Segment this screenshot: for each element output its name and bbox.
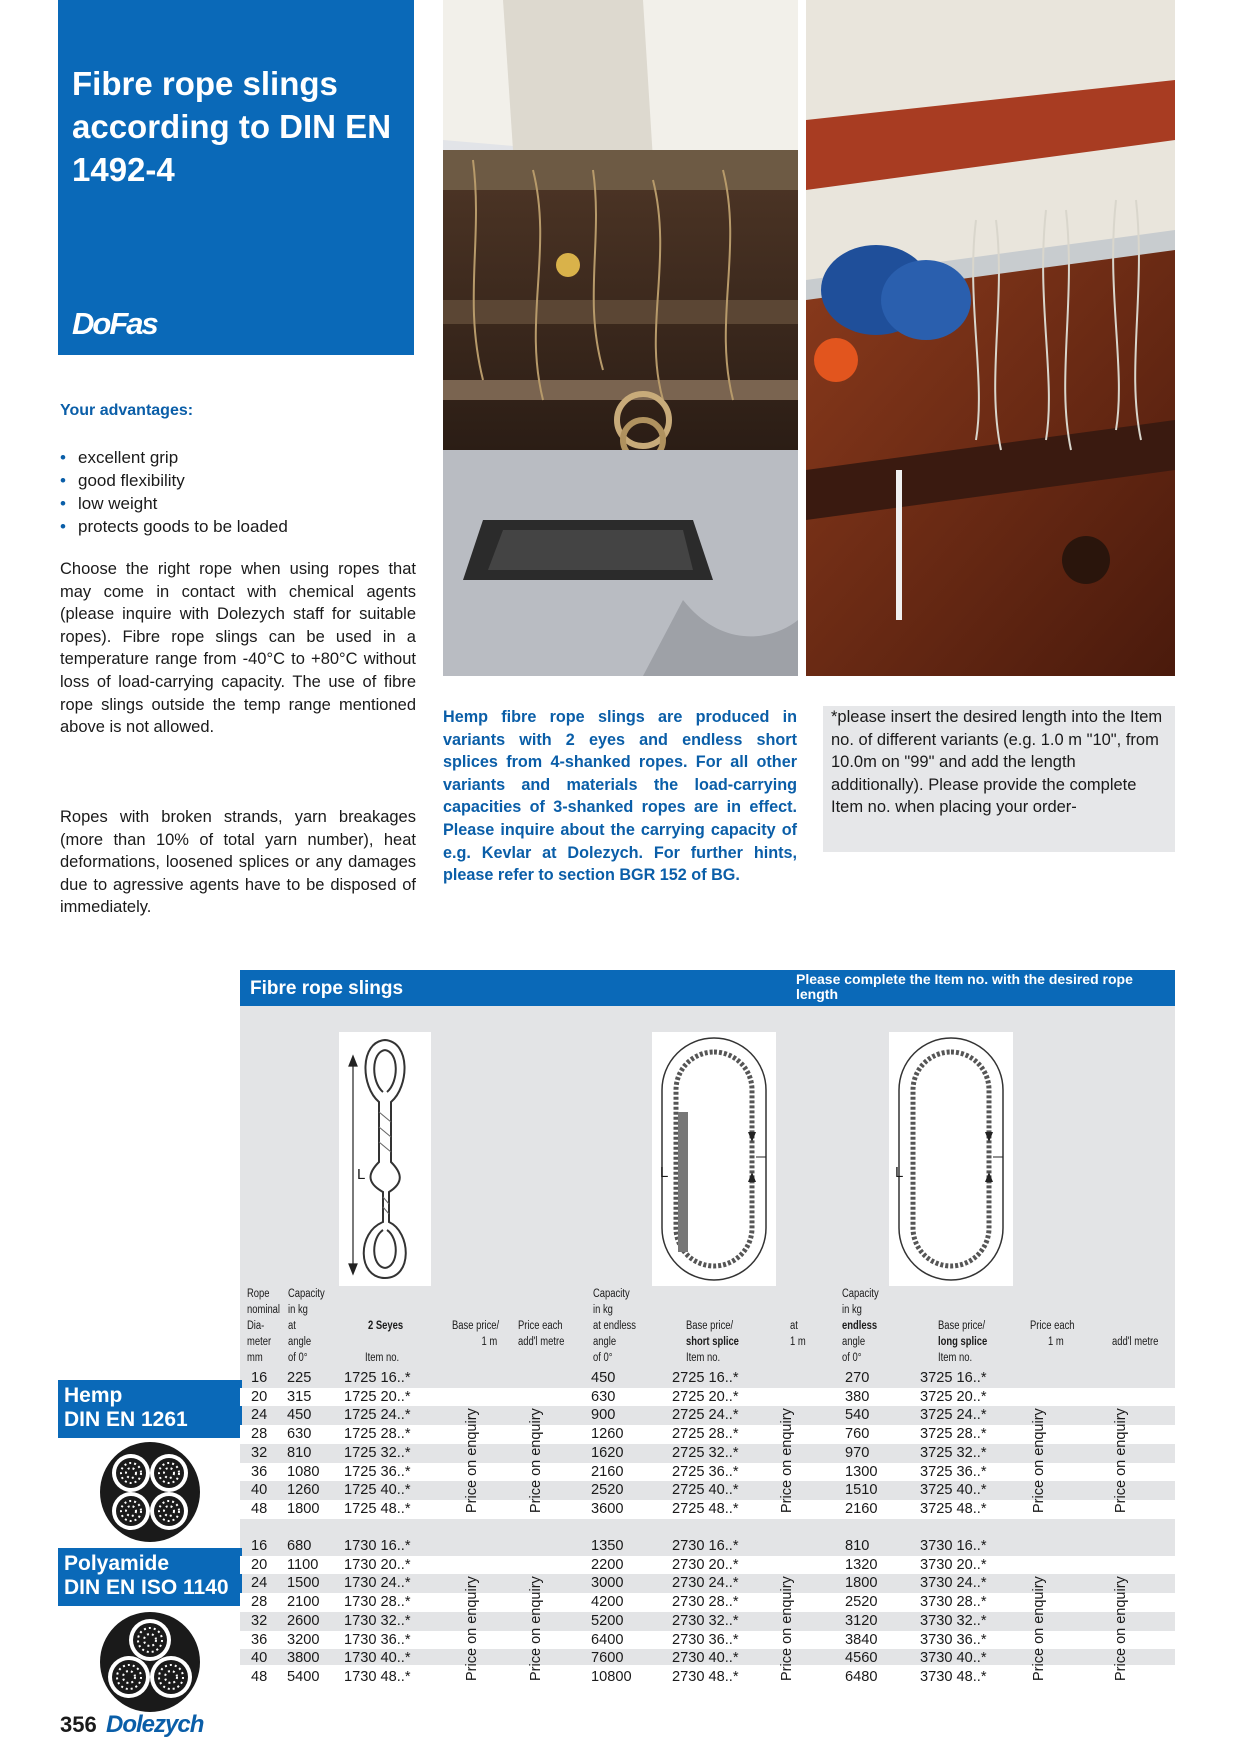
price-on-enquiry: Price on enquiry [779,1408,795,1513]
table-cell: 225 [287,1370,312,1386]
table-cell: 1725 16..* [344,1370,411,1386]
table-title: Fibre rope slings [250,978,404,999]
table-cell: 2725 20..* [672,1388,739,1405]
price-on-enquiry: Price on enquiry [1113,1576,1129,1681]
table-cell: 1730 28..* [344,1594,411,1611]
table-cell: 3730 32..* [920,1612,987,1629]
photo-ship-deck [443,0,798,676]
table-cell: 2725 40..* [672,1482,739,1499]
table-cell: 1510 [845,1482,878,1499]
table-cell: 1725 28..* [344,1426,411,1443]
title-box [58,0,414,355]
table-cell: 540 [845,1407,870,1424]
list-item: • good flexibility [60,469,288,492]
advantages-list [60,446,288,538]
table-cell: 760 [845,1426,870,1443]
table-cell: 2730 48..* [672,1668,739,1685]
table-cell: 32 [251,1612,268,1629]
table-cell: 900 [591,1407,616,1424]
table-cell: 3730 36..* [920,1631,987,1648]
table-cell: 7600 [591,1650,624,1667]
table-cell: 630 [287,1426,312,1443]
length-label: L [357,1166,366,1183]
table-cell: 3725 16..* [920,1370,987,1386]
header-short-splice: Base price/ short splice Item no. [686,1320,739,1364]
table-cell: 24 [251,1575,268,1592]
table-cell: 3730 24..* [920,1575,987,1592]
table-cell: 20 [251,1388,268,1405]
table-cell: 2730 32..* [672,1612,739,1629]
dofas-logo: DoFas [72,306,157,341]
list-item: • protects goods to be loaded [60,515,288,538]
table-cell: 2100 [287,1594,320,1611]
table-cell: 2725 32..* [672,1444,739,1461]
table-cell: 16 [251,1538,268,1554]
table-cell: 680 [287,1538,312,1554]
table-cell: 3725 40..* [920,1482,987,1499]
price-on-enquiry: Price on enquiry [1031,1408,1047,1513]
header-rope-diameter: Rope nominal Dia- meter mm [247,1288,281,1364]
table-cell: 3600 [591,1500,624,1517]
table-cell: 1730 16..* [344,1538,411,1554]
hemp-label: Hemp DIN EN 1261 [58,1380,242,1438]
table-cell: 2725 28..* [672,1426,739,1443]
polyamide-label: Polyamide DIN EN ISO 1140 [58,1548,242,1606]
length-label: L [660,1164,669,1181]
table-cell: 4560 [845,1650,878,1667]
table-cell: 1725 20..* [344,1388,411,1405]
table-cell: 48 [251,1668,268,1685]
table-cell: 10800 [591,1668,632,1685]
table-cell: 3840 [845,1631,878,1648]
header-price-add-1: Price each add'l metre [518,1320,565,1348]
list-item: • excellent grip [60,446,288,469]
table-cell: 3730 16..* [920,1538,987,1554]
dolezych-logo: Dolezych [106,1711,204,1738]
table-cell: 2730 24..* [672,1575,739,1592]
table-cell: 6400 [591,1631,624,1648]
length-label: L [895,1164,904,1181]
price-on-enquiry: Price on enquiry [1113,1408,1129,1513]
table-cell: 2725 16..* [672,1370,739,1386]
usage-paragraph: Choose the right rope when using ropes that may come in contact with chemical agents (please inquire with Dolezych staff for suitable ropes). Fibre rope slings can be used in a temperature range from -40°C to +80°C without loss of load-carrying capacity. The use of fibre rope slings outside the temp range mentioned above is not allowed. [60,560,416,737]
table-cell: 2730 36..* [672,1631,739,1648]
table-cell: 3120 [845,1612,878,1629]
header-base-price-1: Base price/ 1 m [452,1320,500,1348]
table-cell: 40 [251,1650,268,1667]
table-cell: 1800 [287,1500,320,1517]
table-cell: 2160 [845,1500,878,1517]
table-cell: 1730 48..* [344,1668,411,1685]
table-cell: 28 [251,1426,268,1443]
header-2eyes: 2 Seyes [368,1320,404,1332]
table-cell: 2725 48..* [672,1500,739,1517]
table-cell: 40 [251,1482,268,1499]
figure-endless-long-splice [889,1032,1013,1286]
table-cell: 3725 24..* [920,1407,987,1424]
hemp-note: Hemp fibre rope slings are produced in variants with 2 eyes and endless short splices from 4-shanked ropes. For all other variants and materials the load-carrying capacities of 3-shanked ropes are in effect. Please inquire about the carrying capacity of e.g. Kevlar at Dolezych. For further hints, please refer to section BGR 152 of BG. [443,708,797,885]
table-cell: 1730 36..* [344,1631,411,1648]
header-long-splice: Base price/ long splice Item no. [938,1320,988,1364]
page-title: Fibre rope slings according to DIN EN 1492-4 [72,65,392,188]
table-cell: 5200 [591,1612,624,1629]
table-cell: 1725 32..* [344,1444,411,1461]
price-on-enquiry: Price on enquiry [464,1408,480,1513]
table-cell: 2520 [845,1594,878,1611]
table-cell: 2200 [591,1556,624,1573]
disposal-paragraph: Ropes with broken strands, yarn breakages (more than 10% of total yarn number), heat deformations, loosened splices or any damages due to agressive agents have to be disposed of immediately. [60,808,416,917]
table-cell: 3200 [287,1631,320,1648]
polyamide-rope-cross-section [98,1610,202,1719]
table-cell: 1260 [591,1426,624,1443]
table-cell: 1725 40..* [344,1482,411,1499]
table-cell: 2730 40..* [672,1650,739,1667]
table-cell: 3730 20..* [920,1556,987,1573]
table-cell: 1730 24..* [344,1575,411,1592]
table-cell: 450 [591,1370,616,1386]
table-cell: 3725 36..* [920,1463,987,1480]
table-cell: 32 [251,1444,268,1461]
table-cell: 1730 32..* [344,1612,411,1629]
table-cell: 1730 40..* [344,1650,411,1667]
table-cell: 1725 48..* [344,1500,411,1517]
table-cell: 36 [251,1463,268,1480]
table-cell: 20 [251,1556,268,1573]
table-cell: 3725 20..* [920,1388,987,1405]
table-cell: 3725 48..* [920,1500,987,1517]
photo-wooden-boat [806,0,1175,676]
header-capacity-2eyes: Capacity in kg at angle of 0° [288,1288,325,1364]
table-cell: 48 [251,1500,268,1517]
table-cell: 810 [845,1538,870,1554]
table-cell: 1730 20..* [344,1556,411,1573]
table-cell: 270 [845,1370,870,1386]
table-cell: 36 [251,1631,268,1648]
advantages-heading: Your advantages: [60,402,194,419]
table-cell: 2730 28..* [672,1594,739,1611]
header-capacity-endless-short: Capacity in kg at endless angle of 0° [593,1288,636,1364]
table-cell: 3725 32..* [920,1444,987,1461]
table-cell: 810 [287,1444,312,1461]
table-cell: 3730 40..* [920,1650,987,1667]
table-row [240,1556,1175,1575]
table-cell: 16 [251,1370,268,1386]
page-number: 356 [60,1712,97,1737]
table-cell: 970 [845,1444,870,1461]
header-capacity-endless-long: Capacity in kg endless angle of 0° [842,1288,879,1364]
table-cell: 1500 [287,1575,320,1592]
table-cell: 1100 [287,1556,319,1573]
table-cell: 1725 36..* [344,1463,411,1480]
table-cell: 5400 [287,1668,320,1685]
table-header [240,970,1175,1006]
table-cell: 1620 [591,1444,624,1461]
table-cell: 315 [287,1388,312,1405]
price-on-enquiry: Price on enquiry [528,1408,544,1513]
table-cell: 2725 24..* [672,1407,739,1424]
table-cell: 3725 28..* [920,1426,987,1443]
table-cell: 1800 [845,1575,878,1592]
header-price-3b: add'l metre [1112,1336,1159,1348]
table-cell: 1260 [287,1482,320,1499]
table-cell: 6480 [845,1668,878,1685]
table-cell: 3730 48..* [920,1668,987,1685]
table-note: Please complete the Item no. with the desired rope length [796,971,1133,1002]
table-cell: 1080 [287,1463,320,1480]
table-cell: 2600 [287,1612,320,1629]
table-row [240,1537,1175,1556]
table-cell: 1320 [845,1556,878,1573]
table-cell: 3000 [591,1575,624,1592]
order-note: *please insert the desired length into the Item no. of different variants (e.g. 1.0 m "10", from 10.0m on "99" and add the length additionally). Please provide the complete Item no. when placing your order- [823,706,1175,852]
table-cell: 4200 [591,1594,624,1611]
table-cell: 380 [845,1388,870,1405]
price-on-enquiry: Price on enquiry [464,1576,480,1681]
table-cell: 1350 [591,1538,624,1554]
table-cell: 630 [591,1388,616,1405]
hemp-rope-cross-section [98,1440,202,1549]
table-cell: 1725 24..* [344,1407,411,1424]
table-cell: 2730 20..* [672,1556,739,1573]
list-item: • low weight [60,492,288,515]
price-on-enquiry: Price on enquiry [528,1576,544,1681]
table-cell: 2730 16..* [672,1538,739,1554]
table-row [240,1369,1175,1388]
table-row [240,1388,1175,1407]
table-cell: 24 [251,1407,268,1424]
figure-two-eye-sling [339,1032,431,1286]
header-item-no-1: Item no. [365,1352,400,1364]
table-cell: 2725 36..* [672,1463,739,1480]
table-cell: 2160 [591,1463,624,1480]
table-cell: 450 [287,1407,312,1424]
table-cell: 3800 [287,1650,320,1667]
table-cell: 1300 [845,1463,878,1480]
header-price-2: at 1 m [790,1320,806,1348]
table-cell: 28 [251,1594,268,1611]
price-on-enquiry: Price on enquiry [1031,1576,1047,1681]
price-on-enquiry: Price on enquiry [779,1576,795,1681]
header-price-3a: Price each 1 m [1030,1320,1075,1348]
table-cell: 2520 [591,1482,624,1499]
table-cell: 3730 28..* [920,1594,987,1611]
figure-endless-short-splice [652,1032,776,1286]
